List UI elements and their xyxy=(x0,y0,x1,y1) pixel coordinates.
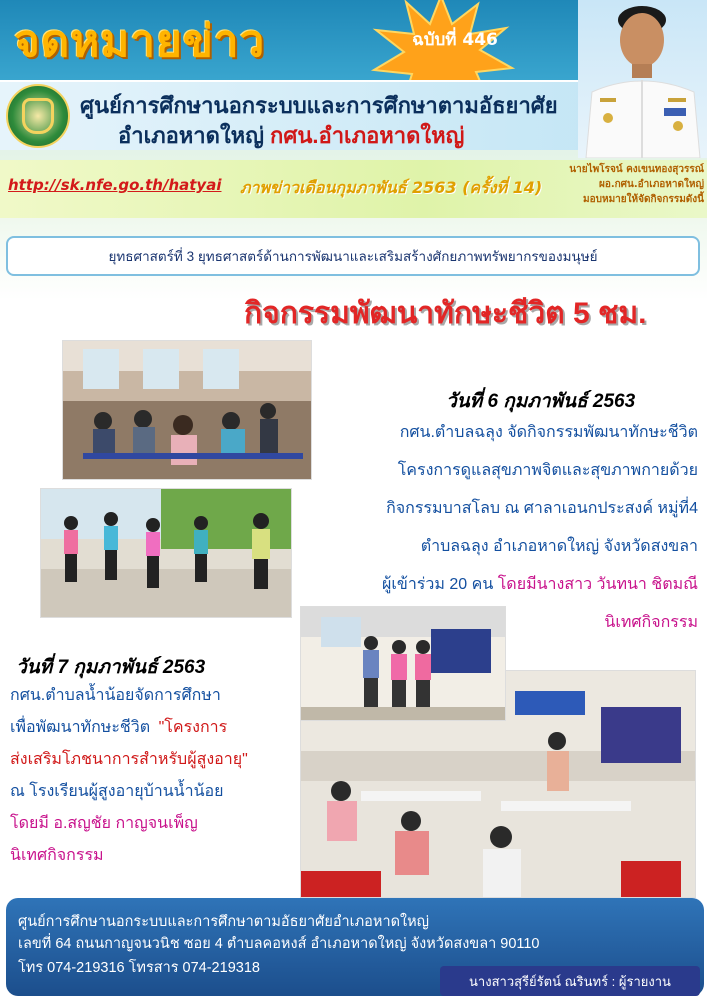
director-name: นายไพโรจน์ คงเขนทองสุวรรณ์ xyxy=(569,164,704,175)
org-name-district: อำเภอหาดใหญ่ xyxy=(118,123,271,148)
org-name-accent: กศน.อำเภอหาดใหญ่ xyxy=(270,123,465,148)
org-name-line1: ศูนย์การศึกษานอกระบบและการศึกษาตามอัธยาศัย xyxy=(80,93,558,118)
story2-line5: โดยมี อ.สญชัย กาญจนเพ็ญ xyxy=(10,815,198,832)
director-position: ผอ.กศน.อำเภอหาดใหญ่ xyxy=(598,179,704,190)
story1-line1: กศน.ตำบลฉลุง จัดกิจกรรมพัฒนาทักษะชีวิต xyxy=(399,424,698,441)
story2-line4: ณ โรงเรียนผู้สูงอายุบ้านน้ำน้อย xyxy=(10,783,224,800)
story1-line2: โครงการดูแลสุขภาพจิตและสุขภาพกายด้วย xyxy=(397,462,698,479)
story2-line3: ส่งเสริมโภชนาการสำหรับผู้สูงอายุ" xyxy=(10,751,248,768)
org-name-line2 xyxy=(118,118,464,153)
story1-line6: นิเทศกิจกรรม xyxy=(604,614,698,631)
story2-line2-prefix: เพื่อพัฒนาทักษะชีวิต xyxy=(10,719,155,736)
story2-line2-accent: "โครงการ xyxy=(158,719,228,736)
reporter-badge: นางสาวสุรีย์รัตน์ ณรินทร์ : ผู้รายงาน xyxy=(440,966,700,996)
activity-title: กิจกรรมพัฒนาทักษะชีวิต 5 ชม. xyxy=(244,297,647,330)
org-logo-emblem xyxy=(22,98,54,134)
footer-phone: โทร 074-219316 โทรสาร 074-219318 xyxy=(18,960,260,976)
footer-org: ศูนย์การศึกษานอกระบบและการศึกษาตามอัธยาศัยอำเภอหาดใหญ่ xyxy=(18,914,429,930)
story1-line4: ตำบลฉลุง อำเภอหาดใหญ่ จังหวัดสงขลา xyxy=(420,538,698,555)
director-note: มอบหมายให้จัดกิจกรรมดังนี้ xyxy=(583,194,704,205)
activity-photo-dance xyxy=(40,488,292,618)
story1-body xyxy=(296,414,698,642)
story2-body xyxy=(8,680,298,872)
strategy-banner: ยุทธศาสตร์ที่ 3 ยุทธศาสตร์ด้านการพัฒนาและเสริมสร้างศักยภาพทรัพยากรของมนุษย์ xyxy=(6,236,700,276)
feed-label: ภาพข่าวเดือนกุมภาพันธ์ 2563 (ครั้งที่ 14) xyxy=(240,178,543,197)
director-assignment xyxy=(548,162,704,207)
portrait-photo-icon xyxy=(578,0,707,158)
story1-line5-prefix: ผู้เข้าร่วม 20 คน xyxy=(382,576,498,593)
story2-date: วันที่ 7 กุมภาพันธ์ 2563 xyxy=(12,650,209,684)
activity-photo-meeting xyxy=(62,340,312,480)
story1-line5-supervisor: โดยมีนางสาว วันทนา ชิตมณี xyxy=(497,576,698,593)
story2-line1: กศน.ตำบลน้ำน้อยจัดการศึกษา xyxy=(10,687,221,704)
director-portrait xyxy=(578,0,707,158)
story1-date: วันที่ 6 กุมภาพันธ์ 2563 xyxy=(446,391,636,412)
footer-address: เลขที่ 64 ถนนกาญจนวนิช ซอย 4 ตำบลคอหงส์ อำเภอหาดใหญ่ จังหวัดสงขลา 90110 xyxy=(18,936,540,952)
story1-line3: กิจกรรมบาสโลบ ณ ศาลาเอนกประสงค์ หมู่ที่4 xyxy=(386,500,698,517)
masthead-title: จดหมายข่าว xyxy=(14,16,266,67)
website-link[interactable]: http://sk.nfe.go.th/hatyai xyxy=(8,176,222,194)
story2-line6: นิเทศกิจกรรม xyxy=(10,847,104,864)
issue-number: ฉบับที่ 446 xyxy=(412,30,498,50)
